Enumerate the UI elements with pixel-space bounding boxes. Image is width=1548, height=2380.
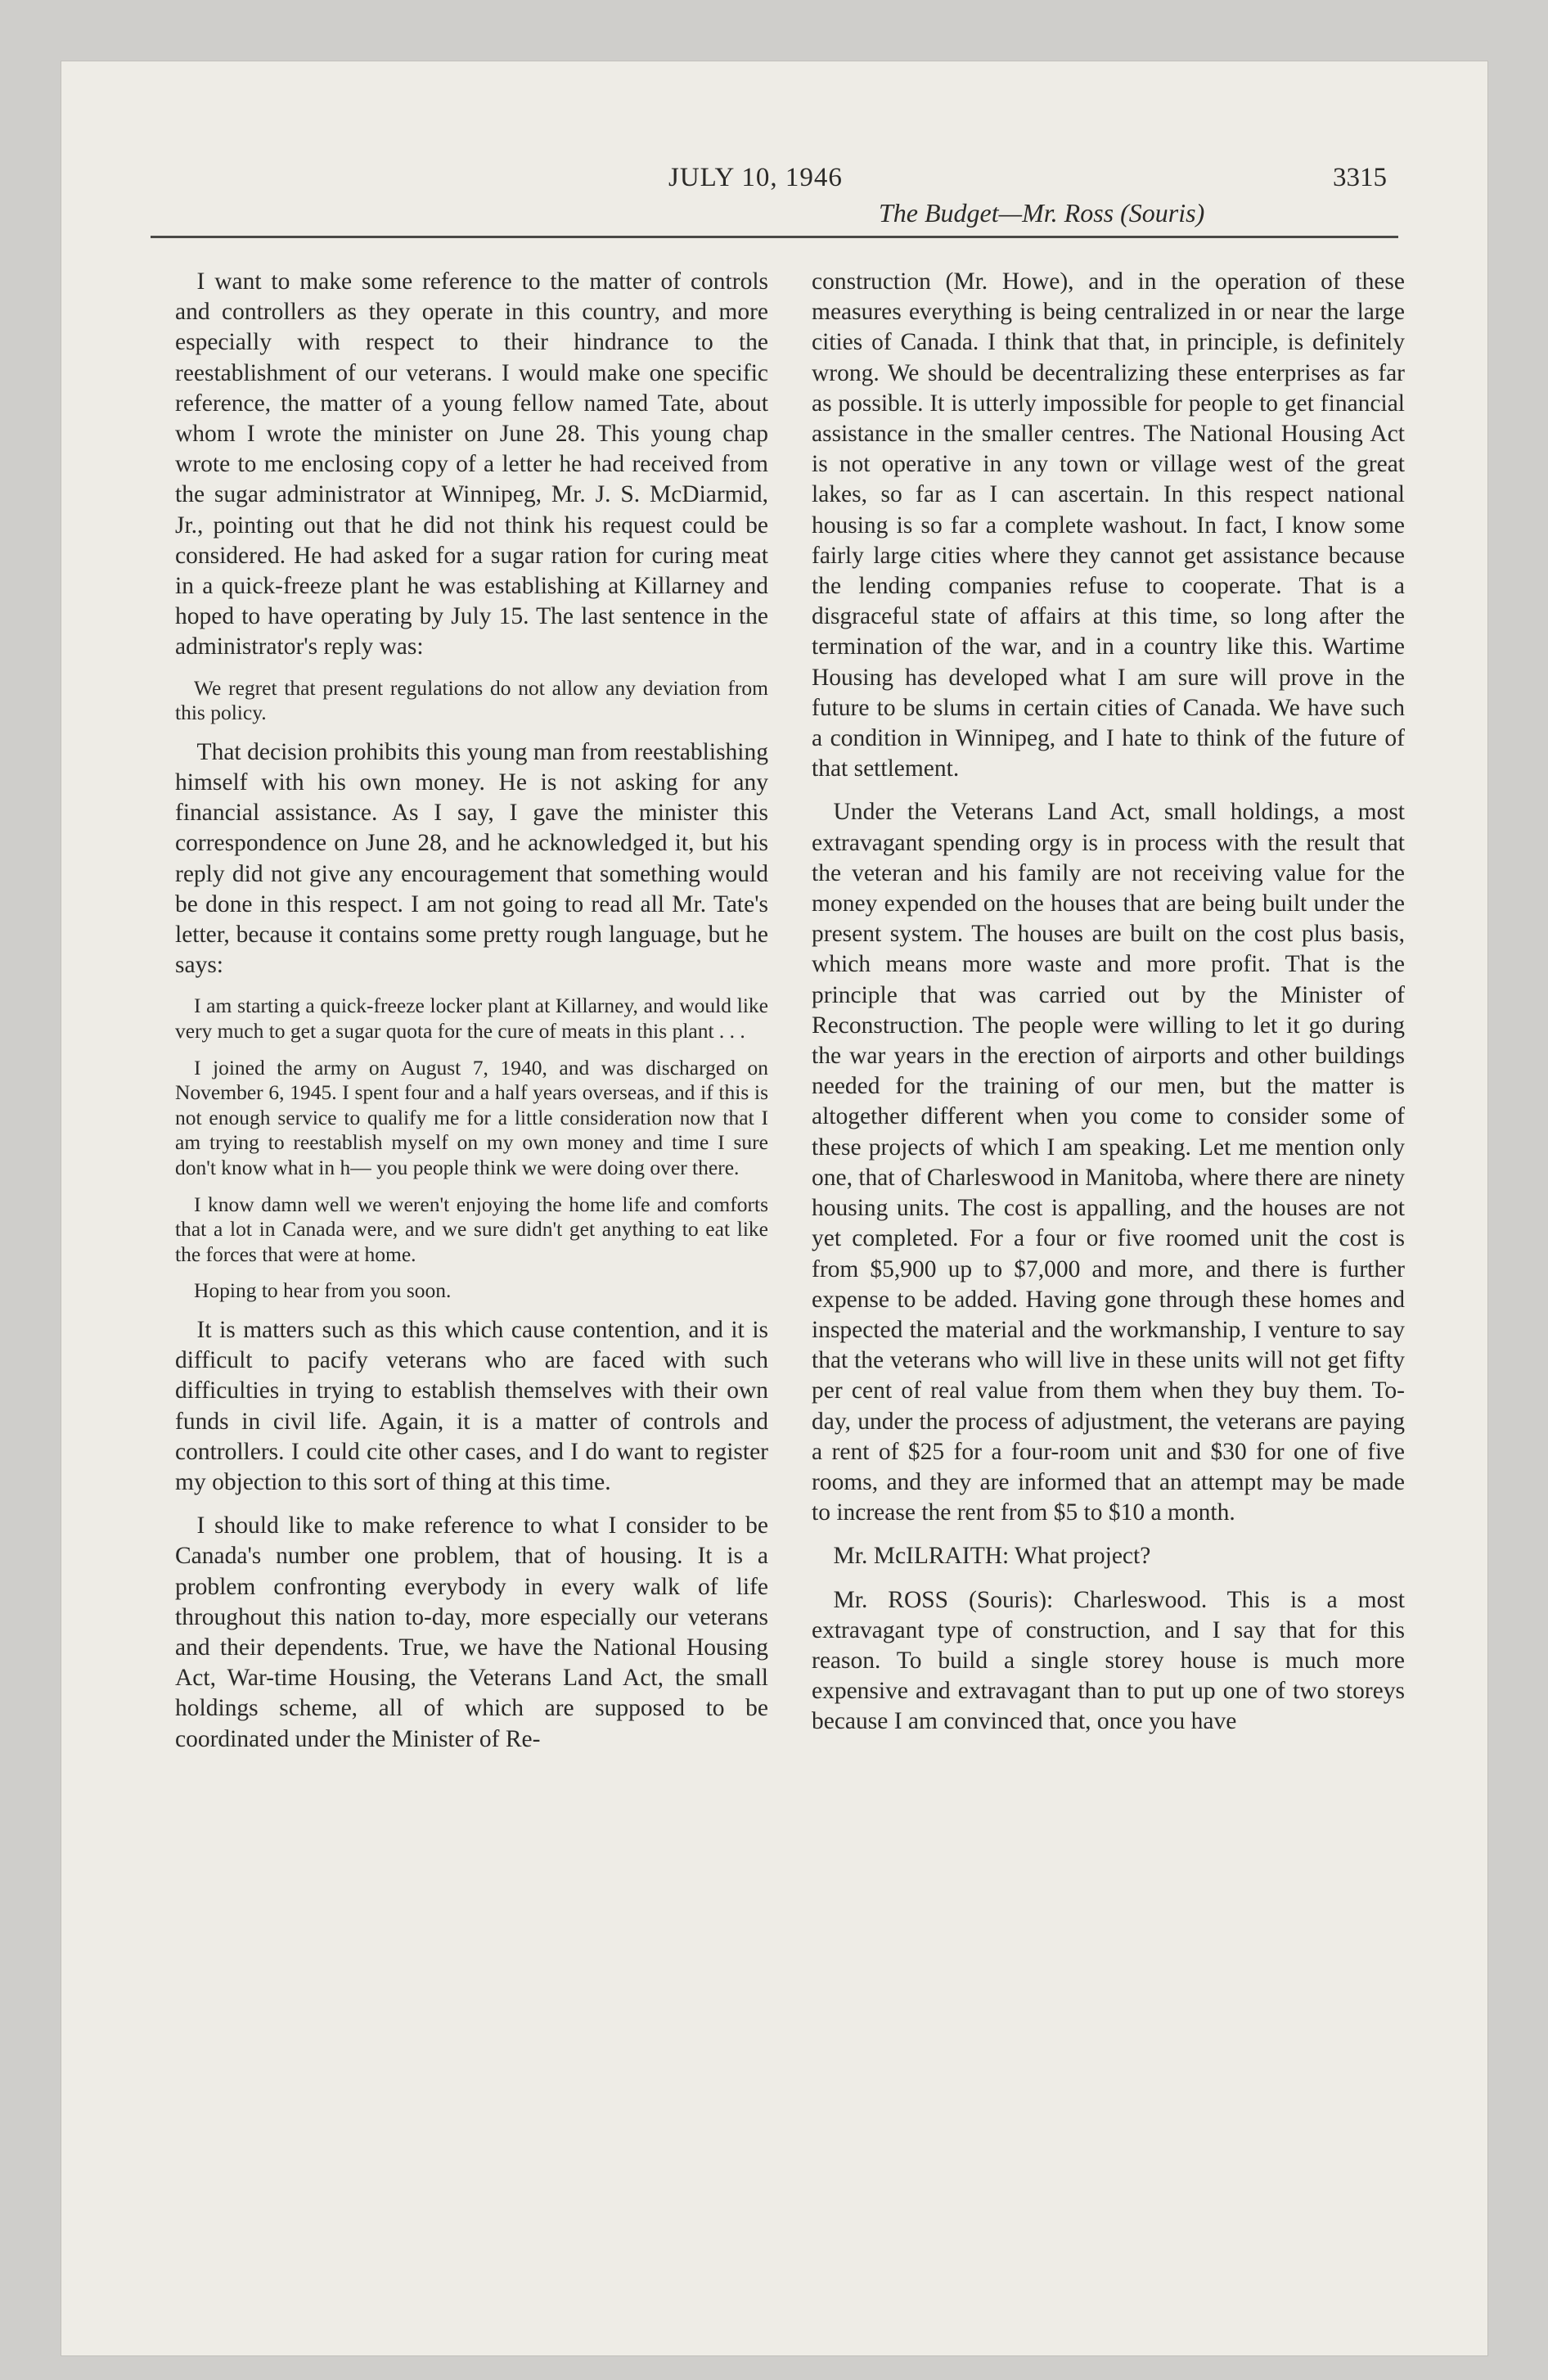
quoted-paragraph: I am starting a quick-freeze locker plant at Killarney, and would like very much to get a sugar quota for the cure of meats in this plant . . . [175,994,768,1044]
continued-paragraph: construction (Mr. Howe), and in the operation of these measures everything is being centralized in or near the large cities of Canada. I think that that, in principle, is definitely wrong. We should be decentralizing these enterprises as far as possible. It is utterly impossible for people to get financial assistance in the smaller centres. The National Housing Act is not operative in any town or village west of the great lakes, so far as I can ascertain. In this respect national housing is so far a complete washout. In fact, I know some fairly large cities where they cannot get assistance because the lending companies refuse to cooperate. That is a disgraceful state of affairs at this time, so long after the termination of the war, and in a country like this. Wartime Housing has developed what I am sure will prove in the future to be slums in certain cities of Canada. We have such a condition in Winnipeg, and I hate to think of the future of that settlement. [812,268,1405,782]
page [61,61,1488,2356]
paragraph: That decision prohibits this young man from reestablishing himself with his own money. He is not asking for any financial assistance. As I say, I gave the minister this correspondence on June 28, and he acknowledged it, but his reply did not give any encouragement that something would be done in this respect. I am not going to read all Mr. Tate's letter, because it contains some pretty rough language, but he says: [175,738,768,979]
paragraph: I should like to make reference to what I consider to be Canada's number one problem, that of housing. It is a problem confronting everybody in every walk of life throughout this nation to-day, more especially our veterans and their dependents. True, we have the National Housing Act, War-time Housing, the Veterans Land Act, the small holdings scheme, all of which are supposed to be coordinated under the Minister of Re- [175,1512,768,1752]
left-column [175,267,768,1768]
header-subtitle: The Budget—Mr. Ross (Souris) [879,198,1205,228]
speaker-paragraph: Mr. ROSS (Souris): Charleswood. This is a most extravagant type of construction, and I say that for this reason. To build a single storey house is much more expensive and extravagant than to put up one of two storeys because I am convinced that, once you have [812,1586,1405,1735]
page-number: 3315 [1333,163,1387,192]
quoted-paragraph: Hoping to hear from you soon. [193,1278,452,1303]
quoted-paragraph: I joined the army on August 7, 1940, and was discharged on November 6, 1945. I spent four and a half years overseas, and if this is not enough service to qualify me for a little consideration now that I am trying to reestablish myself on my own money and time I sure don't know what in h— you people think we were doing over there. [175,1055,768,1180]
paragraph: It is matters such as this which cause contention, and it is difficult to pacify veterans who are faced with such difficulties in trying to establish themselves with their own funds in civil life. Again, it is a matter of controls and controllers. I could cite other cases, and I do want to register my objection to this sort of thing at this time. [175,1316,768,1495]
paragraph: Under the Veterans Land Act, small holdings, a most extravagant spending orgy is in process with the result that the veteran and his family are not receiving value for the money expended on the houses that are being built under the present system. The houses are built on the cost plus basis, which means more waste and more profit. That is the principle that was carried out by the Minister of Reconstruction. The people were willing to let it go during the war years in the erection of airports and other buildings needed for the training of our men, but the matter is altogether different when you come to consider some of these projects of which I am speaking. Let me mention only one, that of Charleswood in Manitoba, where there are ninety housing units. The cost is appalling, and the houses are not yet completed. For a four or five roomed unit the cost is from $5,900 up to $7,000 and more, and there is further expense to be added. Having gone through these homes and inspected the material and the workmanship, I venture to say that the veterans who will live in these units will not get fifty per cent of real value from them when they buy them. To-day, under the process of adjustment, the veterans are paying a rent of $25 for a four-room unit and $30 for one of five rooms, and they are informed that an attempt may be made to increase the rent from $5 to $10 a month. [812,799,1405,1526]
paragraph: I want to make some reference to the matter of controls and controllers as they operate in this country, and more especially with respect to their hindrance to the reestablishment of our veterans. I would make one specific reference, the matter of a young fellow named Tate, about whom I wrote the minister on June 28. This young chap wrote to me enclosing copy of a letter he had received from the sugar administrator at Winnipeg, Mr. J. S. McDiarmid, Jr., pointing out that he did not think his request could be considered. He had asked for a sugar ration for curing meat in a quick-freeze plant he was establishing at Killarney and hoped to have operating by July 15. The last sentence in the administrator's reply was: [175,268,768,660]
right-column [812,267,1405,1751]
speaker-paragraph: Mr. McILRAITH: What project? [833,1543,1151,1570]
quoted-paragraph: We regret that present regulations do not allow any deviation from this policy. [175,675,768,725]
header-rule [151,236,1398,238]
quoted-paragraph: I know damn well we weren't enjoying the home life and comforts that a lot in Canada were, and we sure didn't get anything to eat like the forces that were at home. [175,1192,768,1266]
header-date: JULY 10, 1946 [668,163,843,192]
